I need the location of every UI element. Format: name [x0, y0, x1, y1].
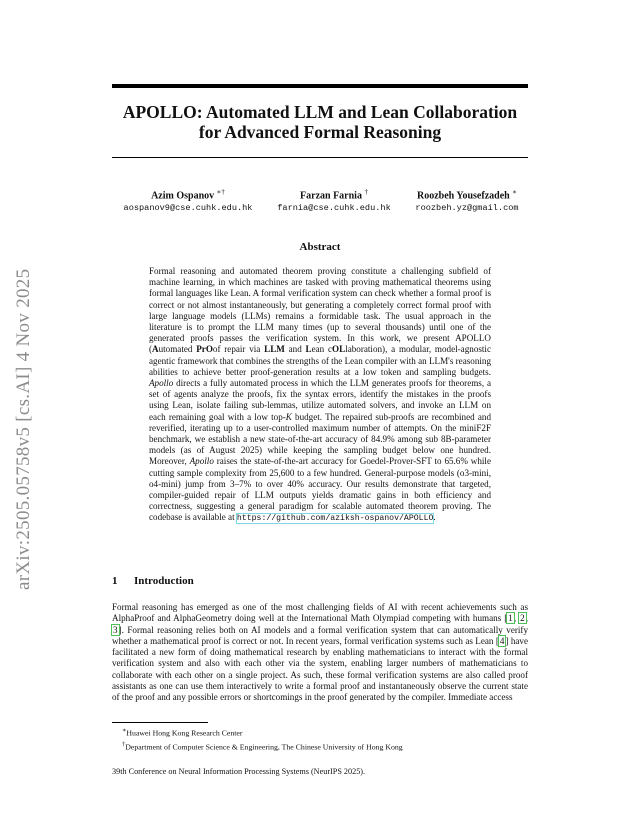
apollo-italic: Apollo [149, 378, 174, 389]
author-2 [270, 186, 398, 214]
acronym-letter: A [152, 344, 159, 355]
author-1 [112, 186, 264, 214]
footnote-1-text: Huawei Hong Kong Research Center [126, 728, 243, 738]
citation-link[interactable]: 2 [520, 613, 525, 624]
author-1-name: Azim Ospanov [151, 190, 215, 202]
acronym-letter: OL [332, 344, 346, 355]
citation-link[interactable]: 4 [499, 635, 505, 646]
abstract-part-2: laboration), a modular, model-agnostic agentic framework that combines the strengths of the Lean compiler with an LLM's reasoning abilities to achieve better proof-generation results at a low token and sampling budgets. [149, 344, 491, 377]
author-1-email: aospanov9@cse.cuhk.edu.hk [123, 203, 253, 214]
footnote-2-text: Department of Computer Science & Engineering, The Chinese University of Hong Kong [125, 742, 403, 752]
abstract-part-3: directs a fully automated process in which the LLM generates proofs for theorems, a set of agents analyze the proofs, fix the syntax errors, identify the mistakes in the proofs using Lean, isolate failing sub-lemmas, utilize automated solvers, and invoke an LLM on each remaining goal with a low top- [149, 378, 491, 422]
conference-note: 39th Conference on Neural Information Processing Systems (NeurIPS 2025). [112, 767, 366, 776]
author-3-email: roozbeh.yz@gmail.com [415, 203, 519, 214]
abstract-part-1: Formal reasoning and automated theorem proving constitute a challenging subfield of machine learning, in which machines are tasked with proving mathematical theorems using formal languages like Lean. A formal verification system can check whether a formal proof is correct or not almost instantaneously, but generating a completely correct formal proof with large language models (LLMs) remains a formidable task. The usual approach in the literature is to prompt the LLM many times (up to several thousands) until one of the generated proofs passes the verification system. In this work, we present APOLLO ( [149, 266, 491, 355]
author-2-mark: † [364, 188, 368, 196]
footnote-2 [112, 739, 403, 753]
footnote-rule [112, 722, 208, 723]
intro-part-1: Formal reasoning has emerged as one of the most challenging fields of AI with recent achievements such as AlphaProof and AlphaGeometry doing well at the International Math Olympiad competing with humans [112, 602, 528, 624]
author-block [0, 186, 640, 216]
citation-link[interactable]: 3 [113, 624, 118, 635]
acronym-letter: L [305, 344, 312, 355]
footnote-1 [112, 725, 403, 739]
footnotes [112, 725, 403, 752]
acronym-letter: PrO [196, 344, 213, 355]
title-bottom-rule [112, 157, 528, 158]
acronym-text: and [284, 344, 306, 355]
introduction-text: Formal reasoning has emerged as one of the most challenging fields of AI with recent achievements such as AlphaProof and AlphaGeometry doing well at the International Math Olympiad competing with humans [1, 2, 3]. Formal reasoning relies both on AI models and a formal verification system that can automatically verify whether a mathematical proof is correct or not. In recent years, formal verification systems such as Lean [4] have facilitated a new form of doing mathematical research by enabling mathematicians to interact with the formal verification system and also with each other via the system, enabling larger numbers of mathematicians to collaborate with each other on a single project. As such, these formal verification systems are also called proof assistants as one can use them interactively to write a formal proof and instantaneously observe the current state of the proof and any possible errors or shortcomings in the proof generated by the compiler. Immediate access [112, 602, 528, 703]
footnote-2-mark: † [122, 740, 126, 748]
section-title: Introduction [134, 575, 194, 587]
title-top-rule [112, 84, 528, 88]
acronym-letter: LLM [264, 344, 285, 355]
section-number: 1 [112, 575, 118, 587]
citation-link[interactable]: 1 [508, 613, 513, 624]
author-3-mark: ∗ [512, 188, 517, 196]
k-variable: K [285, 411, 292, 422]
abstract-text [149, 266, 491, 525]
abstract-heading: Abstract [299, 241, 341, 253]
paper-title [80, 102, 560, 142]
acronym-text: of repair via [212, 344, 265, 355]
author-2-name: Farzan Farnia [300, 190, 362, 202]
author-2-email: farnia@cse.cuhk.edu.hk [277, 203, 391, 214]
author-1-mark: ∗† [216, 188, 225, 196]
title-line-1: APOLLO: Automated LLM and Lean Collaboration [122, 102, 518, 122]
intro-part-2: . Formal reasoning relies both on AI models and a formal verification system that can automatically verify whether a mathematical proof is correct or not. In recent years, formal verification systems such as Lean [112, 624, 528, 646]
codebase-link[interactable]: https://github.com/aziksh-ospanov/APOLLO [236, 514, 434, 524]
author-3-name: Roozbeh Yousefzadeh [417, 190, 510, 202]
footnote-1-mark: ∗ [122, 727, 127, 734]
abstract-part-4: budget. The repaired sub-proofs are recombined and reverified, iterating up to a user-controlled maximum number of attempts. On the miniF2F benchmark, we establish a new state-of-the-art accuracy of 84.9% among sub 8B-parameter models (as of August 2025) while keeping the sampling budget below one hundred. Moreover, [149, 411, 491, 467]
abstract-end: . [433, 512, 436, 523]
title-line-2: for Advanced Formal Reasoning [198, 122, 442, 142]
abstract-part-5: raises the state-of-the-art accuracy for Goedel-Prover-SFT to 65.6% while cutting sample complexity from 25,600 to a few hundred. General-purpose models (o3-mini, o4-mini) jump from 3–7% to over 40% accuracy. Our results demonstrate that targeted, compiler-guided repair of LLM outputs yields dramatic gains in both efficiency and correctness, suggesting a general paradigm for scalable automated theorem proving. The codebase is available at [149, 456, 491, 523]
acronym-text: ean c [311, 344, 333, 355]
author-3 [404, 186, 530, 214]
section-heading-introduction [112, 575, 194, 587]
intro-part-3: have facilitated a new form of doing mathematical research by enabling mathematicians to interact with the formal verification system and also with each other via the system, enabling larger numbers of mathematicians to collaborate with each other on a single project. As such, these formal verification systems are also called proof assistants as one can use them interactively to write a formal proof and instantaneously observe the current state of the proof and any possible errors or shortcomings in the proof generated by the compiler. Immediate access [112, 635, 528, 703]
apollo-italic: Apollo [189, 456, 214, 467]
acronym-text: utomated [158, 344, 197, 355]
arxiv-watermark: arXiv:2505.05758v5 [cs.AI] 4 Nov 2025 [13, 268, 34, 590]
